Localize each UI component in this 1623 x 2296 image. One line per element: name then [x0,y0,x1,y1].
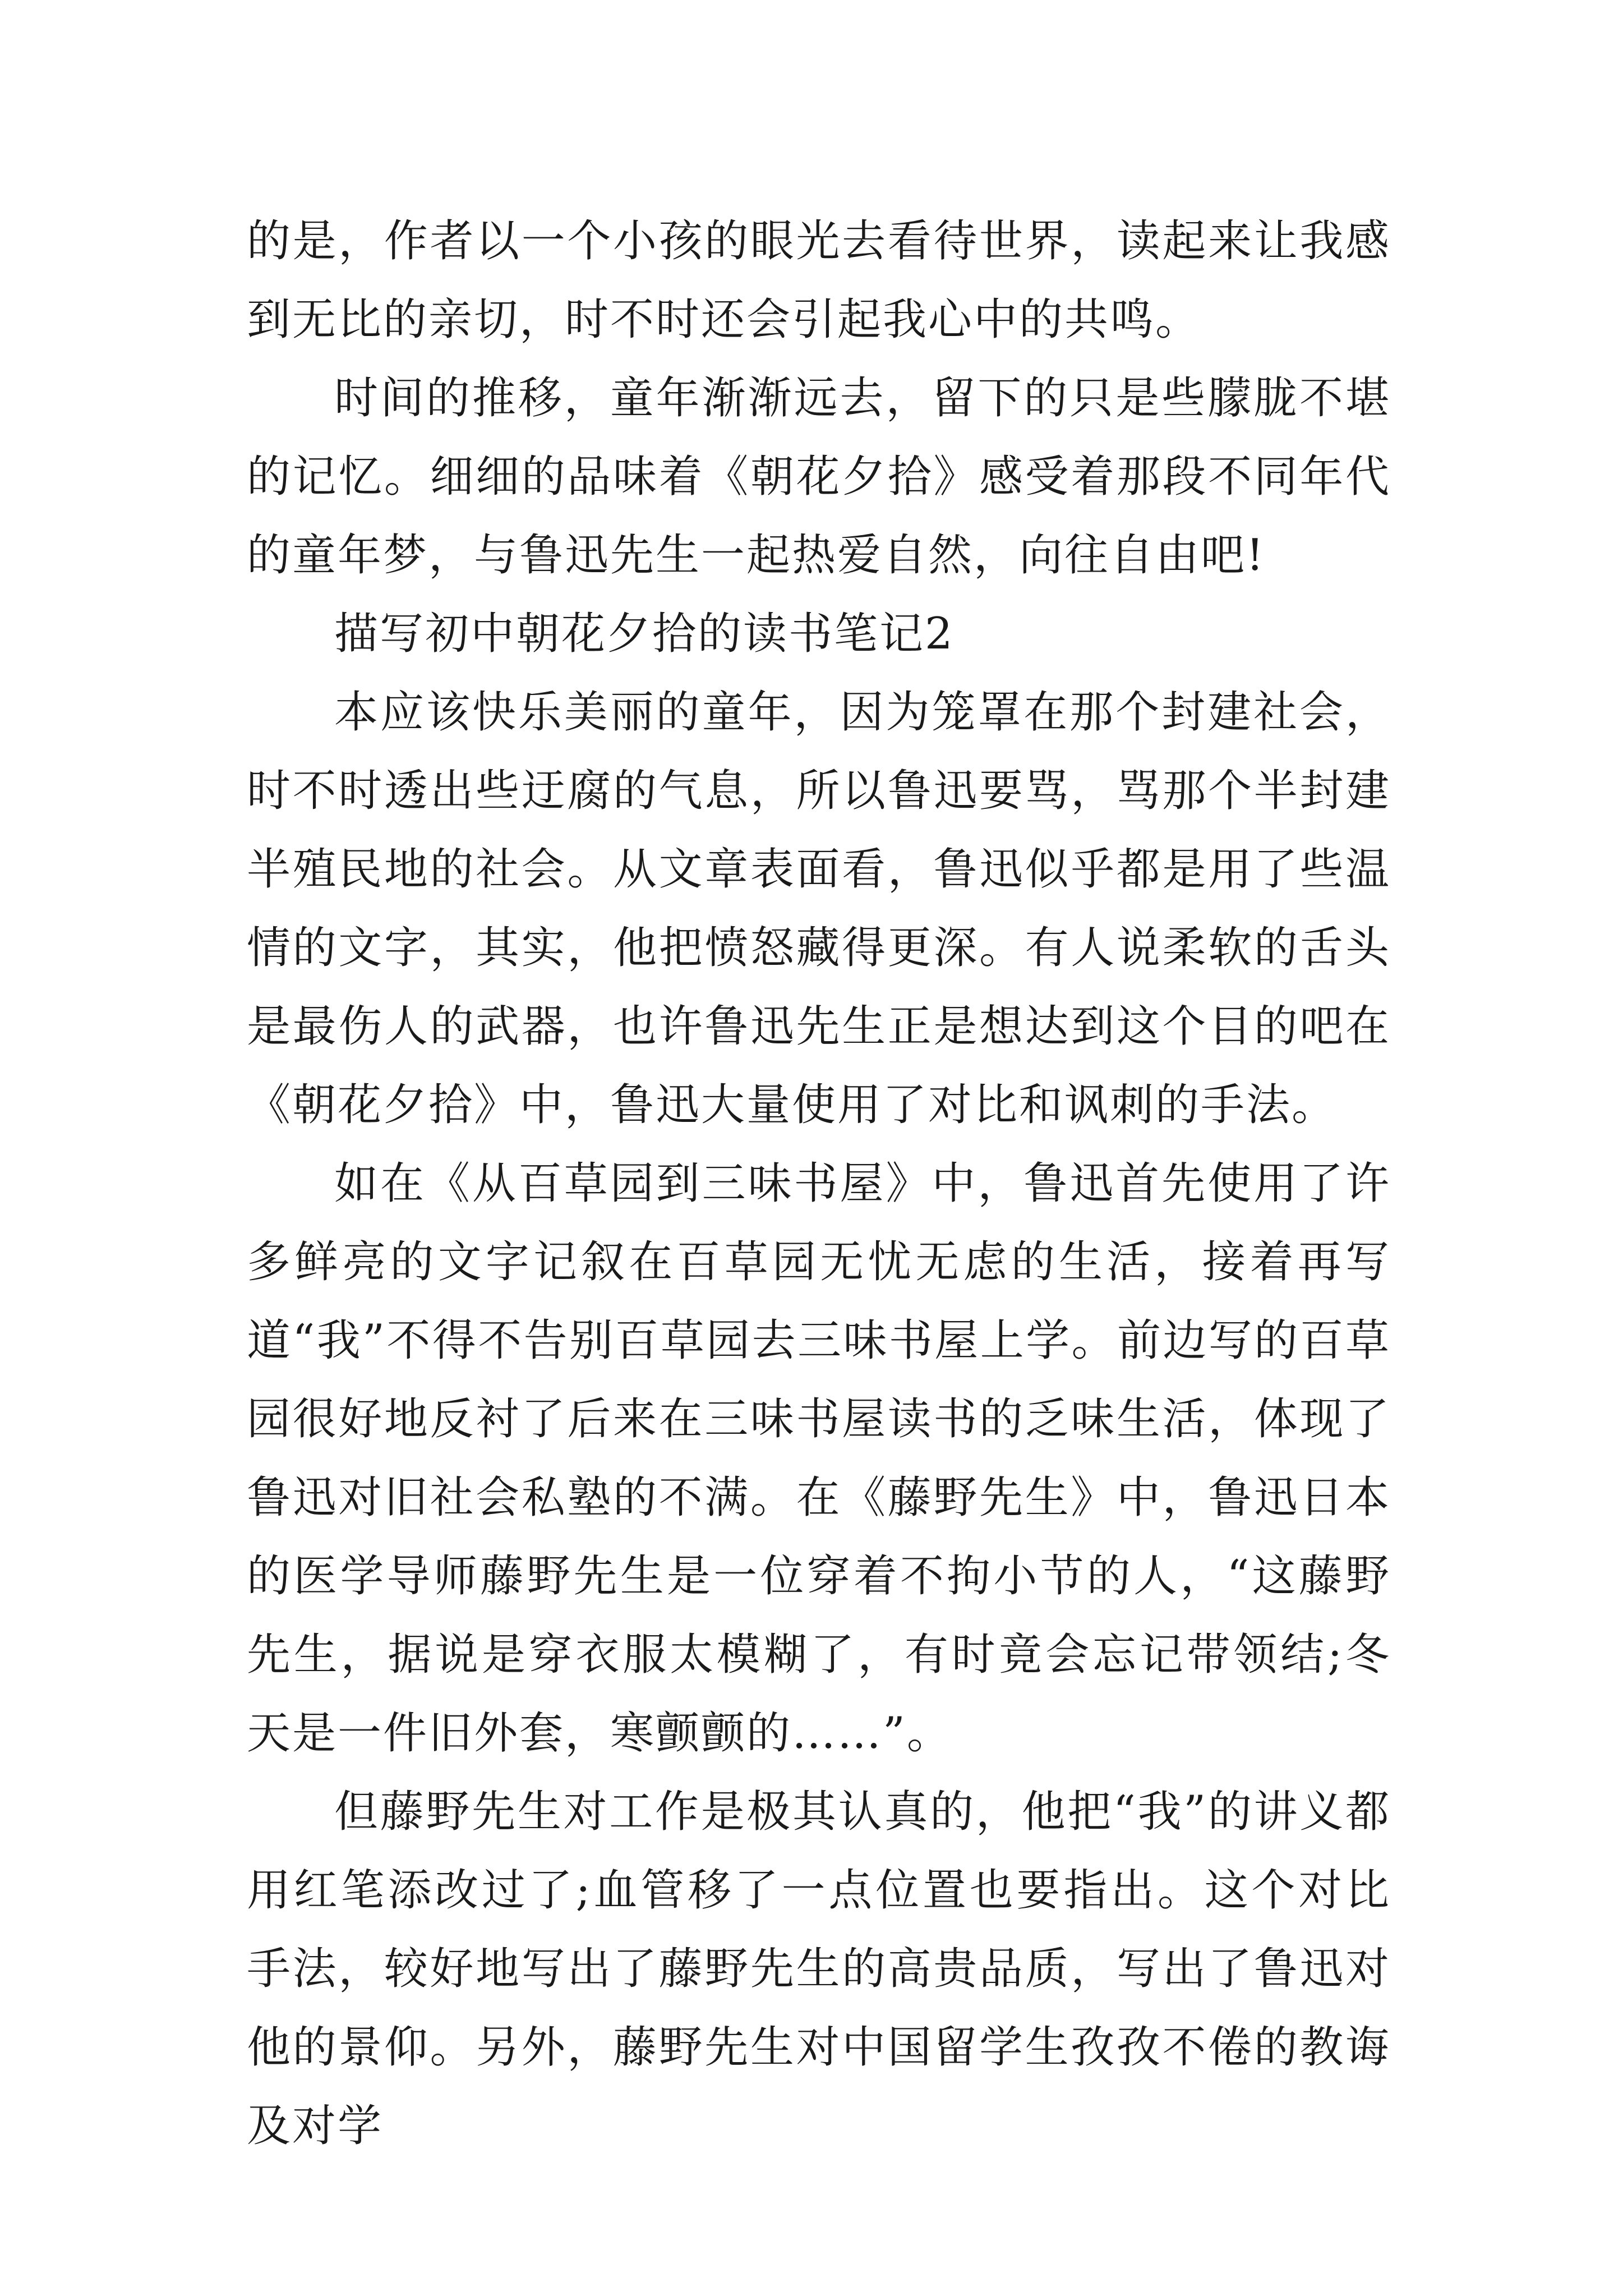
document-body [247,202,1391,2165]
paragraph-3: 本应该快乐美丽的童年，因为笼罩在那个封建社会，时不时透出些迂腐的气息，所以鲁迅要骂，骂那个半封建半殖民地的社会。从文章表面看，鲁迅似乎都是用了些温情的文字，其实，他把愤怒藏得更深。有人说柔软的舌头是最伤人的武器，也许鲁迅先生正是想达到这个目的吧在《朝花夕拾》中，鲁迅大量使用了对比和讽刺的手法。 [247,687,1391,1130]
section-heading: 描写初中朝花夕拾的读书笔记2 [334,609,955,659]
paragraph-4: 如在《从百草园到三味书屋》中，鲁迅首先使用了许多鲜亮的文字记叙在百草园无忧无虑的生活，接着再写道“我”不得不告别百草园去三味书屋上学。前边写的百草园很好地反衬了后来在三味书屋读书的乏味生活，体现了鲁迅对旧社会私塾的不满。在《藤野先生》中，鲁迅日本的医学导师藤野先生是一位穿着不拘小节的人，“这藤野先生，据说是穿衣服太模糊了，有时竟会忘记带领结;冬天是一件旧外套，寒颤颤的……”。 [247,1158,1391,1759]
paragraph-1: 的是，作者以一个小孩的眼光去看待世界，读起来让我感到无比的亲切，时不时还会引起我心中的共鸣。 [247,216,1391,345]
paragraph-5: 但藤野先生对工作是极其认真的，他把“我”的讲义都用红笔添改过了;血管移了一点位置也要指出。这个对比手法，较好地写出了藤野先生的高贵品质，写出了鲁迅对他的景仰。另外，藤野先生对中国留学生孜孜不倦的教诲及对学 [247,1787,1391,2151]
paragraph-2: 时间的推移，童年渐渐远去，留下的只是些朦胧不堪的记忆。细细的品味着《朝花夕拾》感受着那段不同年代的童年梦，与鲁迅先生一起热爱自然，向往自由吧! [247,373,1391,581]
